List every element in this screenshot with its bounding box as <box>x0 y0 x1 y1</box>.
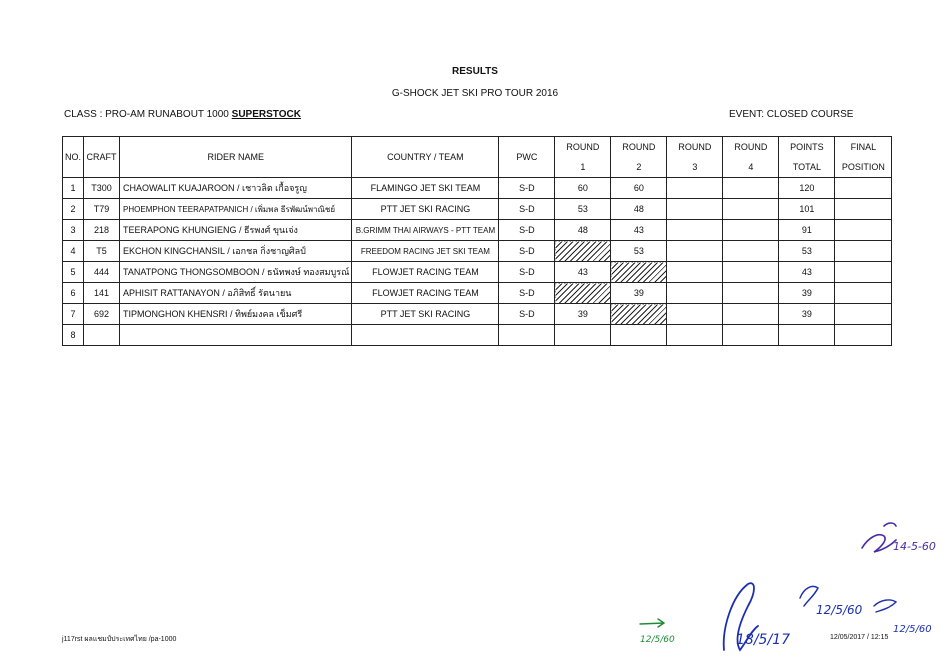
cell-no: 8 <box>63 325 84 346</box>
document-title: RESULTS <box>452 66 498 77</box>
cell-team: FLAMINGO JET SKI TEAM <box>352 178 499 199</box>
cell-points: 39 <box>779 304 835 325</box>
cell-craft: 141 <box>84 283 120 304</box>
cell-rider: TEERAPONG KHUNGIENG / ธีรพงศ์ ขุนเจ่ง <box>120 220 352 241</box>
col-no: NO. <box>63 137 84 178</box>
footer-timestamp: 12/05/2017 / 12:15 <box>830 634 889 641</box>
cell-craft: T5 <box>84 241 120 262</box>
cell-round2: 53 <box>611 241 667 262</box>
cell-round1: 48 <box>555 220 611 241</box>
cell-craft: 218 <box>84 220 120 241</box>
cell-craft: 444 <box>84 262 120 283</box>
cell-points: 101 <box>779 199 835 220</box>
cell-team: FREEDOM RACING JET SKI TEAM <box>352 241 499 262</box>
signature-blue-second <box>800 586 863 617</box>
cell-craft: 692 <box>84 304 120 325</box>
cell-points: 43 <box>779 262 835 283</box>
signature-date: 12/5/60 <box>640 635 675 645</box>
cell-points: 91 <box>779 220 835 241</box>
cell-rider: CHAOWALIT KUAJAROON / เชาวลิต เกื้อจรูญ <box>120 178 352 199</box>
col-round3-num: 3 <box>667 157 723 178</box>
cell-no: 3 <box>63 220 84 241</box>
cell-pwc: S-D <box>499 220 555 241</box>
cell-team: PTT JET SKI RACING <box>352 304 499 325</box>
class-name: CLASS : PRO-AM RUNABOUT 1000 <box>64 109 229 120</box>
cell-rider: TANATPONG THONGSOMBOON / ธนัทพงษ์ ทองสมบูรณ์ <box>120 262 352 283</box>
cell-no: 5 <box>63 262 84 283</box>
cell-pwc: S-D <box>499 241 555 262</box>
cell-points: 120 <box>779 178 835 199</box>
col-final: FINAL <box>835 137 892 158</box>
col-round4: ROUND <box>723 137 779 158</box>
signature-date: 18/5/17 <box>736 632 790 648</box>
signature-purple <box>862 523 936 553</box>
cell-points: 53 <box>779 241 835 262</box>
col-rider: RIDER NAME <box>120 137 352 178</box>
cell-round2: 48 <box>611 199 667 220</box>
signature-date: 12/5/60 <box>893 624 932 635</box>
signature-date: 12/5/60 <box>816 603 863 617</box>
col-points: POINTS <box>779 137 835 158</box>
cell-no: 2 <box>63 199 84 220</box>
cell-no: 7 <box>63 304 84 325</box>
cell-round1: 53 <box>555 199 611 220</box>
footer-source: j117rst ผลแชมป์ประเทศไทย /pa-1000 <box>62 636 177 643</box>
col-craft: CRAFT <box>84 137 120 178</box>
cell-pwc: S-D <box>499 262 555 283</box>
col-round1-num: 1 <box>555 157 611 178</box>
col-round2: ROUND <box>611 137 667 158</box>
cell-round1: 43 <box>555 262 611 283</box>
document-subtitle: G-SHOCK JET SKI PRO TOUR 2016 <box>391 88 559 99</box>
cell-pwc: S-D <box>499 178 555 199</box>
col-team: COUNTRY / TEAM <box>352 137 499 178</box>
cell-team: FLOWJET RACING TEAM <box>352 283 499 304</box>
col-pwc: PWC <box>499 137 555 178</box>
cell-round2: 60 <box>611 178 667 199</box>
cell-round2: 43 <box>611 220 667 241</box>
cell-no: 4 <box>63 241 84 262</box>
event-label: EVENT: CLOSED COURSE <box>729 109 854 120</box>
signature-green <box>640 619 675 645</box>
cell-craft: T79 <box>84 199 120 220</box>
signature-blue-main <box>724 583 790 650</box>
signature-date: 14-5-60 <box>893 540 936 553</box>
cell-round2: 39 <box>611 283 667 304</box>
col-round3: ROUND <box>667 137 723 158</box>
cell-craft: T300 <box>84 178 120 199</box>
cell-points: 39 <box>779 283 835 304</box>
cell-rider: EKCHON KINGCHANSIL / เอกชล กิ่งชาญศิลป์ <box>120 241 352 262</box>
col-round4-num: 4 <box>723 157 779 178</box>
cell-team: B.GRIMM THAI AIRWAYS - PTT TEAM <box>352 220 499 241</box>
cell-round1: 39 <box>555 304 611 325</box>
col-round2-num: 2 <box>611 157 667 178</box>
class-emphasis: SUPERSTOCK <box>231 109 301 120</box>
signature-blue-third <box>874 600 932 635</box>
cell-team: PTT JET SKI RACING <box>352 199 499 220</box>
col-points-total: TOTAL <box>779 157 835 178</box>
col-final-position: POSITION <box>835 157 892 178</box>
cell-rider: APHISIT RATTANAYON / อภิสิทธิ์ รัตนายน <box>120 283 352 304</box>
cell-pwc: S-D <box>499 199 555 220</box>
cell-rider: PHOEMPHON TEERAPATPANICH / เพิ่มพล ธีรพัฒน์พาณิชย์ <box>120 199 352 220</box>
cell-pwc: S-D <box>499 283 555 304</box>
cell-no: 6 <box>63 283 84 304</box>
cell-team: FLOWJET RACING TEAM <box>352 262 499 283</box>
cell-pwc: S-D <box>499 304 555 325</box>
col-round1: ROUND <box>555 137 611 158</box>
cell-round1: 60 <box>555 178 611 199</box>
cell-rider: TIPMONGHON KHENSRI / ทิพย์มงคล เข็มศรี <box>120 304 352 325</box>
cell-no: 1 <box>63 178 84 199</box>
